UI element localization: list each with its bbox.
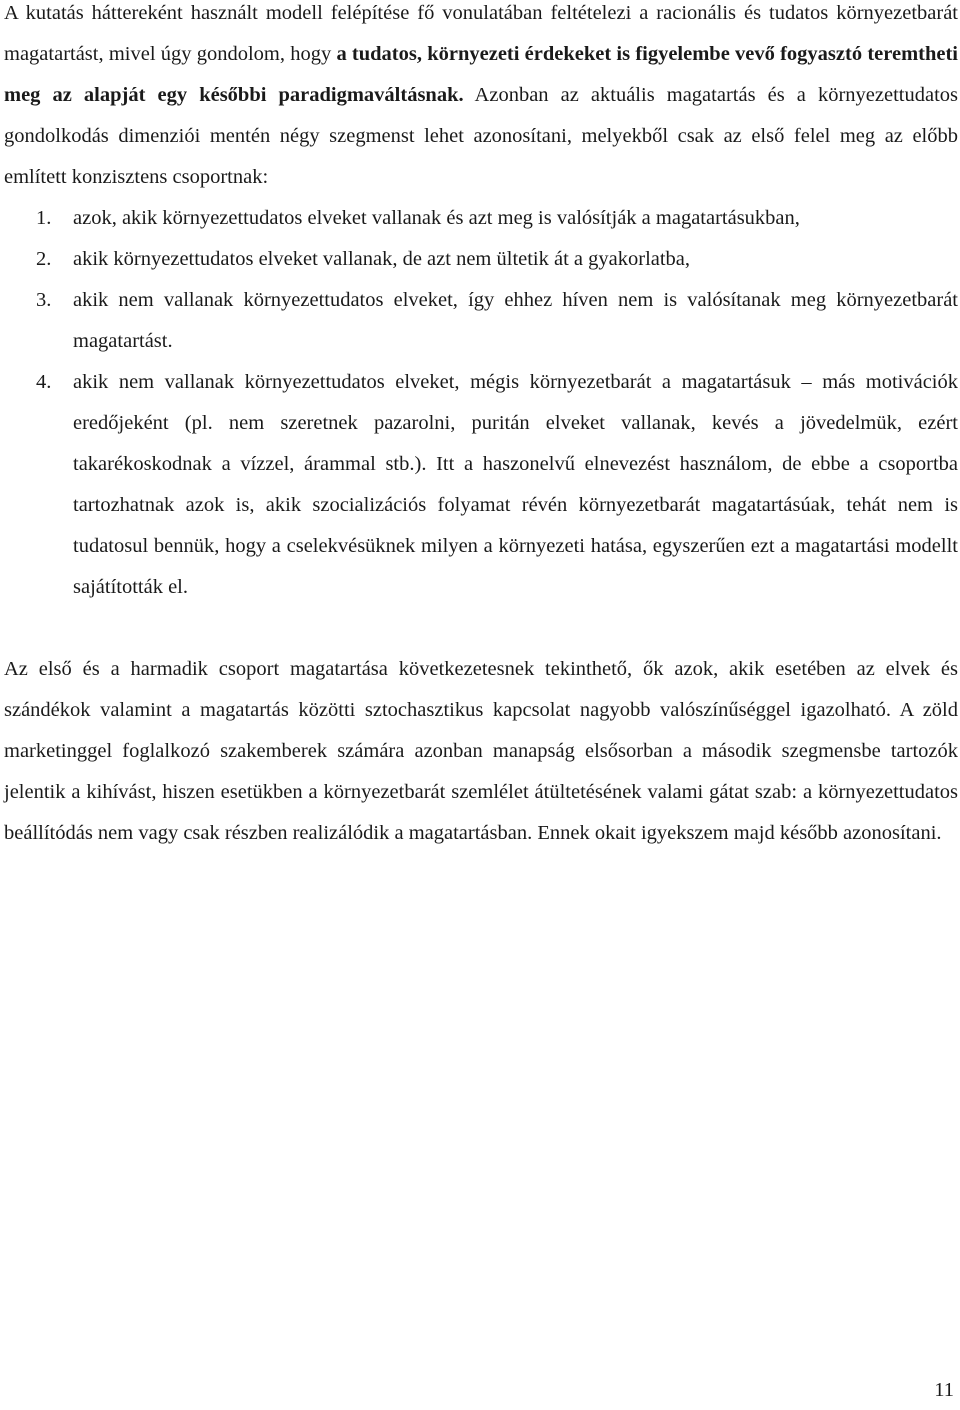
- intro-bold-statement: a tudatos, környezeti érdekeket is figyelembe vevő fogyasztó teremtheti meg az alapját egy későbbi paradigmaváltásnak.: [4, 43, 958, 106]
- list-item-number: 4.: [36, 371, 52, 393]
- list-item-number: 3.: [36, 289, 52, 311]
- document-page: [4, 0, 958, 854]
- list-item: [4, 239, 958, 280]
- list-item: [4, 280, 958, 362]
- list-item-text: akik nem vallanak környezettudatos elveket, így ehhez híven nem is valósítanak meg környezetbarát magatartást.: [73, 289, 958, 352]
- conclusion-paragraph: Az első és a harmadik csoport magatartása következetesnek tekinthető, ők azok, akik esetében az elvek és szándékok valamint a magatartás közötti sztochasztikus kapcsolat nagyobb valószínűséggel igazolható. A zöld marketinggel foglalkozó szakemberek számára azonban manapság elsősorban a második szegmensbe tartozók jelentik a kihívást, hiszen esetükben a környezetbarát szemlélet átültetésének valami gátat szab: a környezettudatos beállítódás nem vagy csak részben realizálódik a magatartásban. Ennek okait igyekszem majd később azonosítani.: [4, 658, 958, 844]
- intro-text-after-bold: Azonban az aktuális magatartás és a környezettudatos gondolkodás dimenziói mentén négy szegmenst lehet azonosítani, melyekből csak az első felel meg az előbb említett konzisztens csoportnak:: [4, 84, 958, 188]
- paragraph-spacer: [4, 608, 958, 649]
- list-item: [4, 362, 958, 608]
- list-item-number: 2.: [36, 248, 52, 270]
- page-number: 11: [934, 1379, 954, 1401]
- intro-paragraph: [4, 0, 958, 198]
- list-item: [4, 198, 958, 239]
- list-item-text: akik nem vallanak környezettudatos elveket, mégis környezetbarát a magatartásuk – más motivációk eredőjeként (pl. nem szeretnek pazarolni, puritán elveket vallanak, kevés a jövedelmük, ezért takarékoskodnak a vízzel, árammal stb.). Itt a haszonelvű elnevezést használom, de ebbe a csoportba tartozhatnak azok is, akik szocializációs folyamat révén környezetbarát magatartásúak, tehát nem is tudatosul bennük, hogy a cselekvésüknek milyen a környezeti hatása, egyszerűen ezt a magatartási modellt sajátították el.: [73, 371, 958, 598]
- list-item-text: azok, akik környezettudatos elveket vallanak és azt meg is valósítják a magatartásukban,: [73, 207, 800, 229]
- segment-list: [4, 198, 958, 608]
- intro-text-before-bold: A kutatás háttereként használt modell felépítése fő vonulatában feltételezi a racionális és tudatos környezetbarát magatartást, mivel úgy gondolom, hogy: [4, 2, 958, 65]
- list-item-number: 1.: [36, 207, 52, 229]
- list-item-text: akik környezettudatos elveket vallanak, de azt nem ültetik át a gyakorlatba,: [73, 248, 691, 270]
